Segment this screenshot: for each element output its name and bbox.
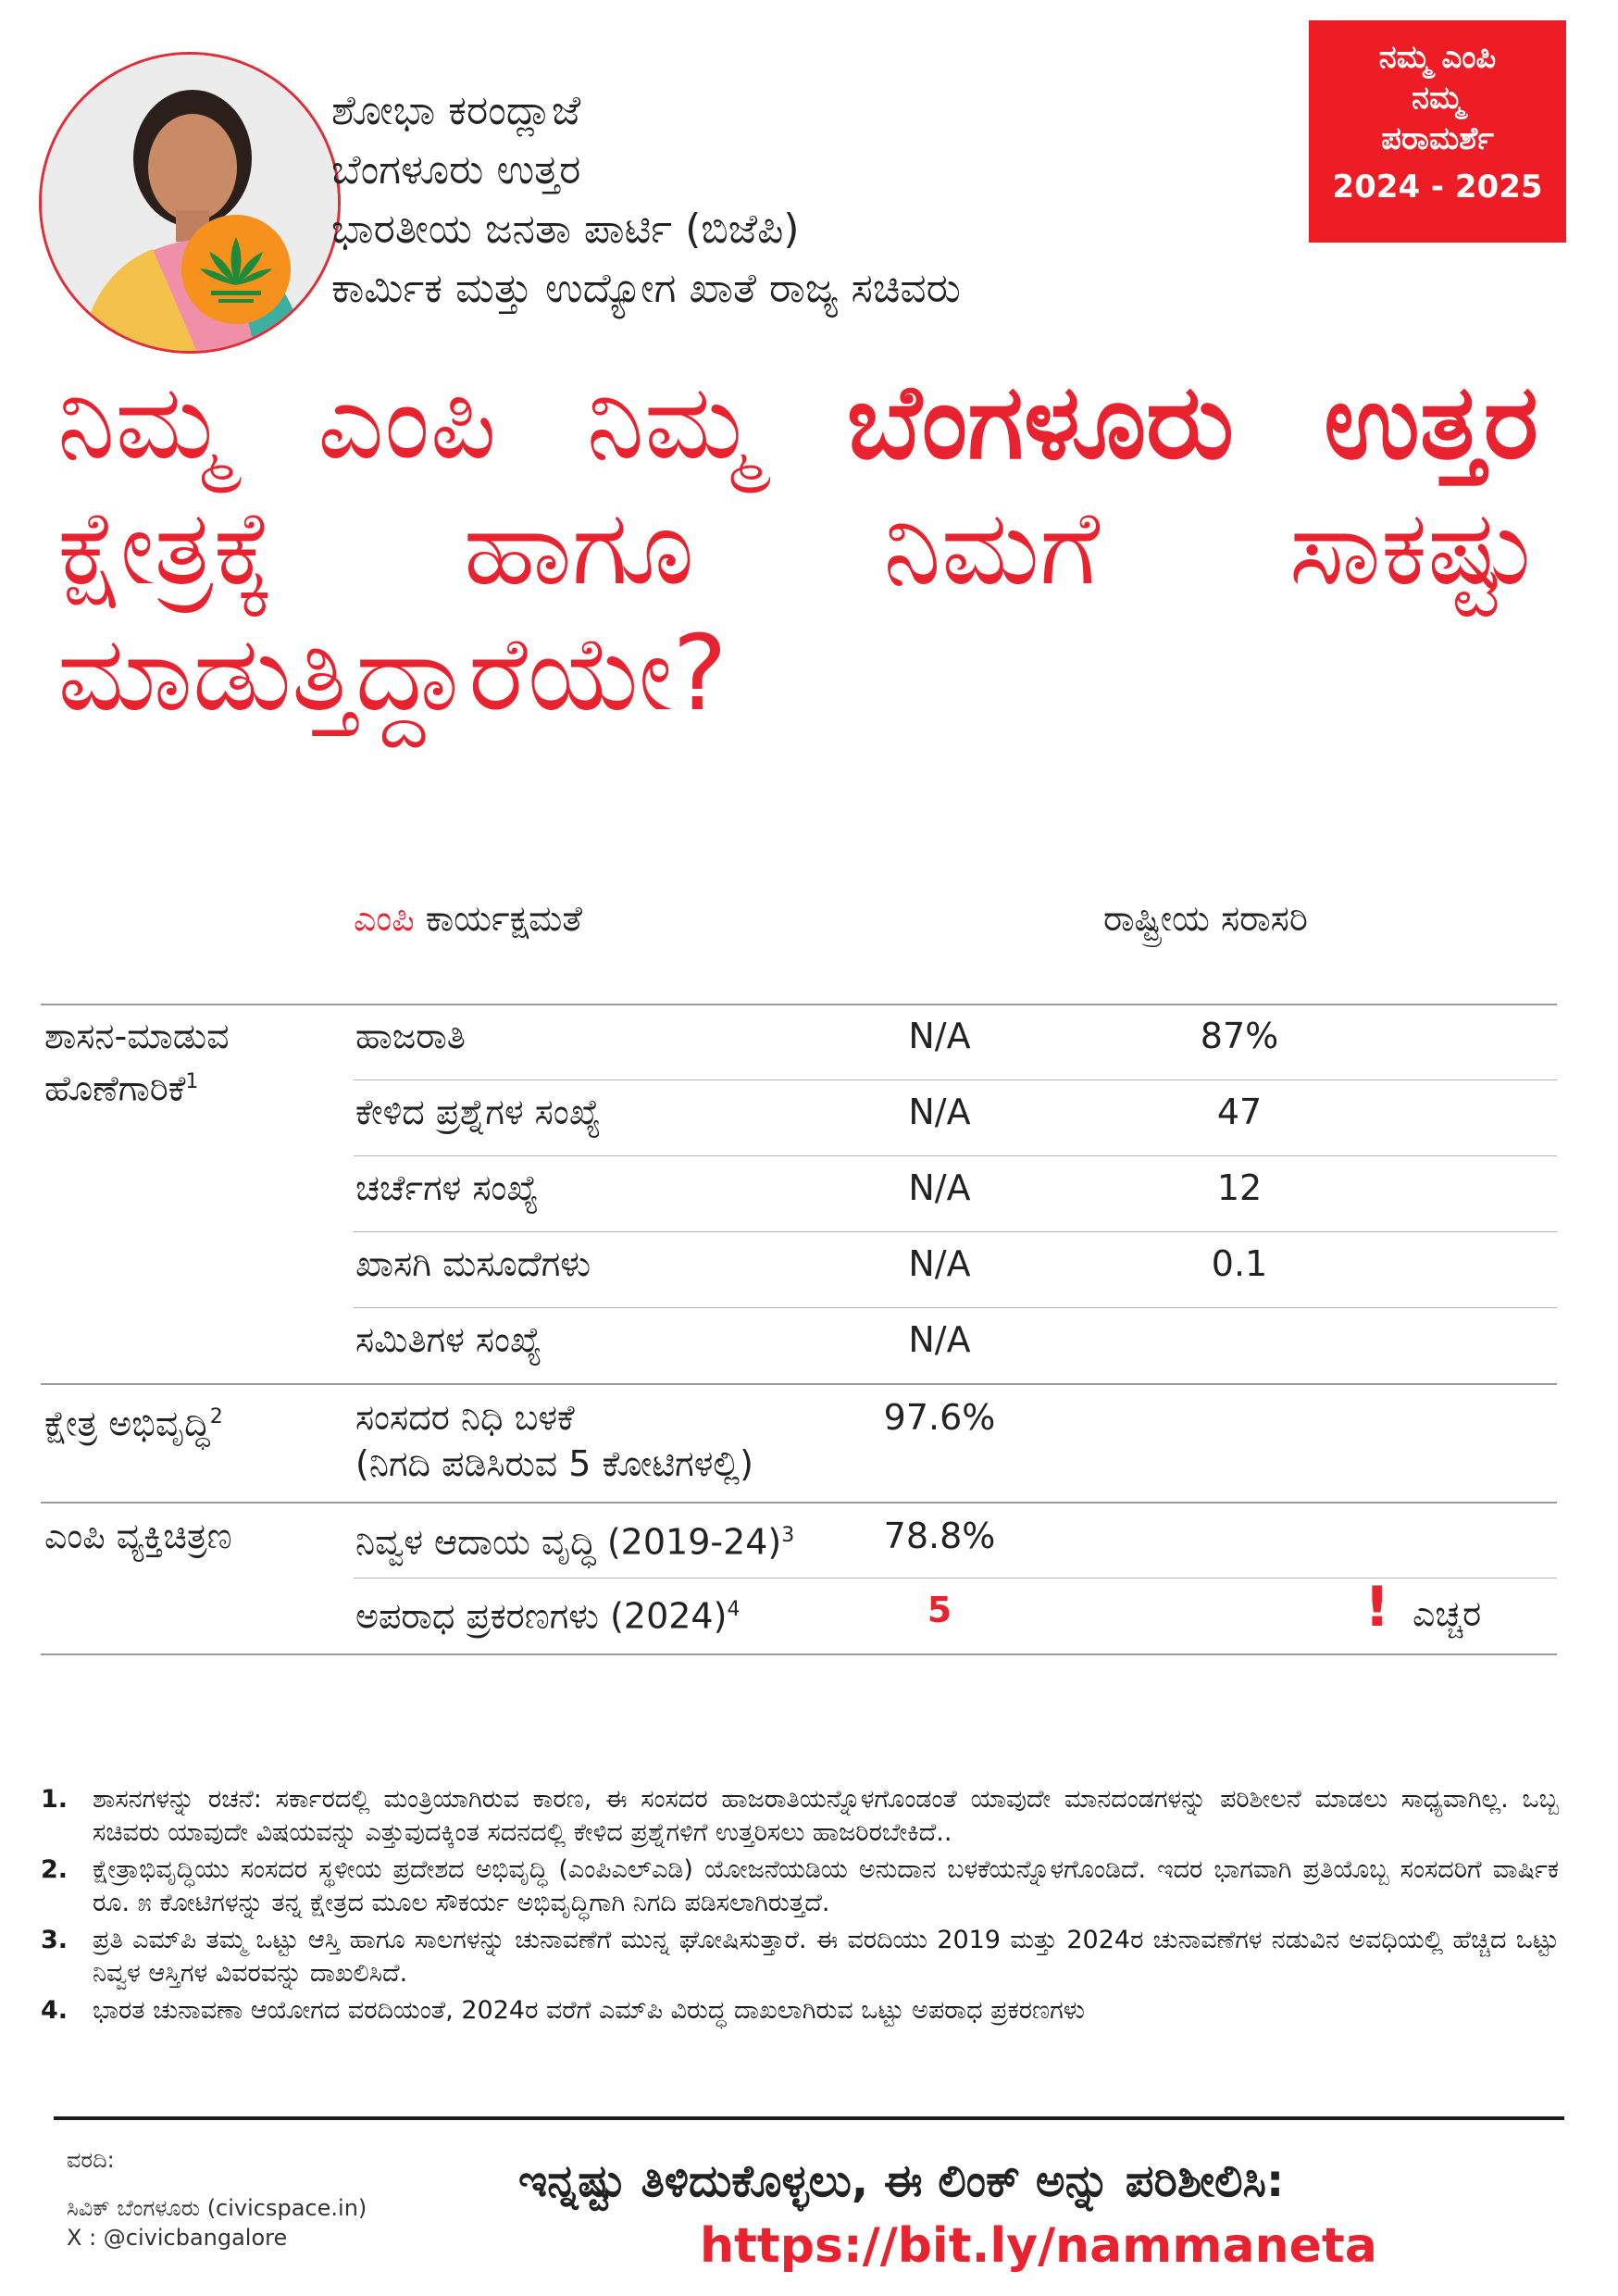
row-label-private-bills: ಖಾಸಗಿ ಮಸೂದೆಗಳು [355,1243,591,1284]
warning-icon: ! [1364,1575,1390,1640]
col-head-mp-word: ಎಂಪಿ [354,898,415,939]
report-handle: X : @civicbangalore [67,2225,288,2251]
footnote-text: ಕ್ಷೇತ್ರಾಭಿವೃದ್ಧಿಯು ಸಂಸದರ ಸ್ಥಳೀಯ ಪ್ರದೇಶದ ಅಭಿವೃದ್ಧಿ (ಎಂಪಿಎಲ್‌ಎಡಿ) ಯೋಜನೆಯಡಿಯ ಅನುದಾನ ಬಳಕೆಯನ್ನೊಳಗೊಂಡಿದೆ. ಇದರ ಭಾಗವಾಗಿ ಪ್ರತಿಯೊಬ್ಬ ಸಂಸದರಿಗೆ ವಾರ್ಷಿಕ ರೂ. ೫ ಕೋಟಿಗಳನ್ನು ತನ್ನ ಕ್ಷೇತ್ರದ ಮೂಲ ಸೌಕರ್ಯ ಅಭಿವೃದ್ಧಿಗಾಗಿ ನಿಗದಿ ಪಡಿಸಲಾಗಿರುತ್ತದೆ. [93,1855,1559,1917]
footnote-number: 4. [41,1996,68,2025]
category-mp-profile: ಎಂಪಿ ವ್ಯಕ್ತಿಚಿತ್ರಣ [44,1516,232,1556]
bjp-lotus-logo [181,215,291,324]
row-label-mp-fund [355,1394,753,1487]
col-head-national: ರಾಷ್ಟ್ರೀಯ ಸರಾಸರಿ [1103,898,1308,939]
footnote-number: 2. [41,1855,68,1884]
row-label-net-income [355,1513,794,1566]
mp-name: ಶೋಭಾ ಕರಂದ್ಲಾಜೆ [331,87,581,134]
mp-value: N/A [908,1016,971,1056]
footnote-number: 1. [41,1785,68,1814]
row-divider [354,1079,1557,1080]
col-head-mp-rest: ಕಾರ್ಯಕ್ಷಮತೆ [425,898,582,939]
row-label-debates: ಚರ್ಚೆಗಳ ಸಂಖ್ಯೆ [355,1167,539,1208]
footnote [41,1924,1559,1990]
headline-word-bold: ಉತ್ತರ [1324,362,1538,482]
campaign-line-3: ಪರಾಮರ್ಶೆ [1381,120,1494,157]
campaign-years: 2024 - 2025 [1332,168,1543,206]
col-head-mp [354,898,582,940]
row-label-criminal-cases [355,1587,740,1640]
campaign-line-1: ನಮ್ಮ ಎಂಪಿ [1378,39,1497,76]
row-label-committees: ಸಮಿತಿಗಳ ಸಂಖ್ಯೆ [355,1319,542,1360]
warning-label: ಎಚ್ಚರ [1413,1593,1482,1634]
row-label-text: ಅಪರಾಧ ಪ್ರಕರಣಗಳು (2024) [355,1595,728,1637]
footnote [41,1853,1559,1920]
mp-value: 97.6% [883,1397,996,1438]
category-legislative [44,1013,230,1112]
table-rule [41,1502,1557,1504]
campaign-badge [1309,20,1566,243]
headline-word: ನಿಮಗೆ [883,488,1101,608]
headline-word: ಸಾಕಷ್ಟು [1288,488,1538,608]
nammaneta-link[interactable]: https://bit.ly/nammaneta [700,2218,1377,2274]
footnote [41,1783,1559,1850]
category-label: ಕ್ಷೇತ್ರ ಅಭಿವೃದ್ಧಿ [44,1403,210,1444]
footnote-ref: 2 [209,1405,223,1429]
footnote-text: ಭಾರತ ಚುನಾವಣಾ ಆಯೋಗದ ವರದಿಯಂತೆ, 2024ರ ವರೆಗೆ ಎಮ್‌ಪಿ ವಿರುದ್ಧ ದಾಖಲಾಗಿರುವ ಒಟ್ಟು ಅಪರಾಧ ಪ್ರಕರಣಗಳು [93,1996,1086,2025]
headline-word: ಹಾಗೂ [463,488,694,608]
headline-word: ಎಂಪಿ [317,362,497,482]
mp-party: ಭಾರತೀಯ ಜನತಾ ಪಾರ್ಟಿ (ಬಿಜೆಪಿ) [331,206,800,253]
headline-word-bold: ಬೆಂಗಳೂರು [846,362,1235,482]
mp-value: 78.8% [883,1516,996,1556]
cta-text: ಇನ್ನಷ್ಟು ತಿಳಿದುಕೊಳ್ಳಲು, ಈ ಲಿಂಕ್ ಅನ್ನು ಪರಿಶೀಲಿಸಿ: [518,2155,1285,2207]
headline-word: ನಿಮ್ಮ [57,362,229,482]
national-value: 12 [1216,1167,1263,1208]
row-label-attendance: ಹಾಜರಾತಿ [355,1016,466,1056]
row-label-questions: ಕೇಳಿದ ಪ್ರಶ್ನೆಗಳ ಸಂಖ್ಯೆ [355,1092,602,1132]
footnote-text: ಶಾಸನಗಳನ್ನು ರಚನೆ: ಸರ್ಕಾರದಲ್ಲಿ ಮಂತ್ರಿಯಾಗಿರುವ ಕಾರಣ, ಈ ಸಂಸದರ ಹಾಜರಾತಿಯನ್ನೊಳಗೊಂಡಂತೆ ಯಾವುದೇ ಮಾನದಂಡಗಳನ್ನು ಪರಿಶೀಲನೆ ಮಾಡಲು ಸಾಧ್ಯವಾಗಿಲ್ಲ. ಒಬ್ಬ ಸಚಿವರು ಯಾವುದೇ ವಿಷಯವನ್ನು ಎತ್ತುವುದಕ್ಕಿಂತ ಸದನದಲ್ಲಿ ಕೇಳಿದ ಪ್ರಶ್ನೆಗಳಿಗೆ ಉತ್ತರಿಸಲು ಹಾಜರಿರಬೇಕಿದೆ.. [93,1785,1559,1847]
category-label-line2: ಹೊಣೆಗಾರಿಕೆ [44,1067,186,1109]
mp-constituency: ಬೆಂಗಳೂರು ಉತ್ತರ [331,146,581,193]
footnote [41,1994,1559,2028]
category-constituency-development [44,1394,223,1447]
row-label-line2: (ನಿಗದಿ ಪಡಿಸಿರುವ 5 ಕೋಟಿಗಳಲ್ಲಿ) [355,1443,753,1484]
headline-word: ನಿಮ್ಮ [586,362,757,482]
footnote-ref: 3 [781,1524,795,1547]
mp-value-criminal-cases: 5 [927,1590,952,1630]
lotus-icon [181,215,291,324]
headline-word: ಕ್ಷೇತ್ರಕ್ಕೆ [57,488,275,608]
row-divider [354,1307,1557,1308]
report-label: ವರದಿ: [67,2147,115,2173]
headline-word: ಮಾಡುತ್ತಿದ್ದಾರೆಯೇ? [57,614,728,734]
footer-divider [54,2116,1564,2120]
mp-info [331,81,961,318]
national-value: 47 [1216,1092,1263,1132]
row-divider [354,1231,1557,1232]
table-rule [41,1383,1557,1385]
headline [57,359,1538,737]
campaign-line-2: ನಮ್ಮ [1412,80,1463,117]
mp-value: N/A [908,1092,971,1132]
national-value: 87% [1200,1016,1279,1056]
national-value: 0.1 [1211,1243,1268,1284]
footnote-ref: 1 [185,1070,199,1093]
report-org: ಸಿವಿಕ್ ಬೆಂಗಳೂರು (civicspace.in) [67,2195,367,2221]
table-rule [41,1004,1557,1005]
row-divider [354,1155,1557,1156]
mp-value: N/A [908,1243,971,1284]
mp-designation: ಕಾರ್ಮಿಕ ಮತ್ತು ಉದ್ಯೋಗ ಖಾತೆ ರಾಜ್ಯ ಸಚಿವರು [331,265,961,312]
row-label-line1: ಸಂಸದರ ನಿಧಿ ಬಳಕೆ [355,1397,575,1438]
footnote-ref: 4 [727,1598,741,1621]
mp-portrait-illustration [42,55,341,354]
mp-value: N/A [908,1319,971,1360]
footnote-number: 3. [41,1926,68,1954]
category-label: ಶಾಸನ-ಮಾಡುವ [44,1016,230,1056]
footnote-text: ಪ್ರತಿ ಎಮ್‌ಪಿ ತಮ್ಮ ಒಟ್ಟು ಆಸ್ತಿ ಹಾಗೂ ಸಾಲಗಳನ್ನು ಚುನಾವಣೆಗೆ ಮುನ್ನ ಘೋಷಿಸುತ್ತಾರೆ. ಈ ವರದಿಯು 2019 ಮತ್ತು 2024ರ ಚುನಾವಣೆಗಳ ನಡುವಿನ ಅವಧಿಯಲ್ಲಿ ಹೆಚ್ಚಿದ ಒಟ್ಟು ನಿವ್ವಳ ಆಸ್ತಿಗಳ ವಿವರವನ್ನು ದಾಖಲಿಸಿದೆ. [93,1926,1559,1988]
mp-value: N/A [908,1167,971,1208]
row-label-text: ನಿವ್ವಳ ಆದಾಯ ವೃದ್ಧಿ (2019-24) [355,1521,782,1563]
mp-photo [39,52,341,354]
footnotes [41,1783,1559,2031]
table-rule [41,1653,1557,1655]
